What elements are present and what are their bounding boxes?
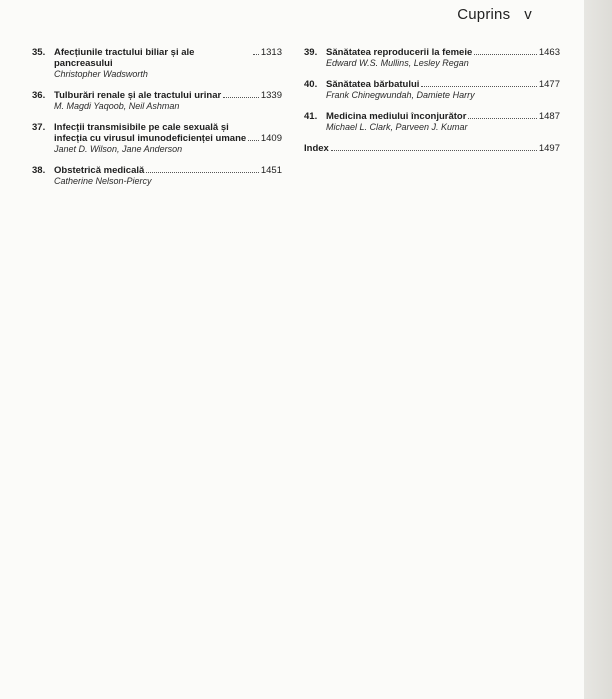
toc-left-column xyxy=(32,47,282,197)
toc-entry-35[interactable] xyxy=(32,47,282,80)
header-title: Cuprins xyxy=(457,6,511,23)
page-number: 1409 xyxy=(260,133,282,144)
chapter-authors: Frank Chinegwundah, Damiete Harry xyxy=(326,90,475,100)
chapter-authors: Michael L. Clark, Parveen J. Kumar xyxy=(326,122,468,132)
toc-entry-40[interactable] xyxy=(304,79,560,101)
page-number: 1487 xyxy=(538,111,560,122)
chapter-authors: Catherine Nelson-Piercy xyxy=(54,176,152,186)
chapter-title: Obstetrică medicală xyxy=(54,165,145,176)
page-number: 1313 xyxy=(260,47,282,58)
chapter-title: Sănătatea bărbatului xyxy=(326,79,420,90)
page-number: 1497 xyxy=(538,143,560,154)
chapter-number: 37. xyxy=(32,122,46,133)
dot-leader xyxy=(331,150,537,151)
chapter-title: Sănătatea reproducerii la femeie xyxy=(326,47,473,58)
chapter-authors: Christopher Wadsworth xyxy=(54,69,148,79)
chapter-number: 41. xyxy=(304,111,318,122)
chapter-title: Afecțiunile tractului biliar și ale pancreasului xyxy=(54,47,195,69)
toc-entry-36[interactable] xyxy=(32,90,282,112)
chapter-number: 40. xyxy=(304,79,318,90)
dot-leader xyxy=(474,54,537,55)
chapter-number: 35. xyxy=(32,47,46,58)
toc-entry-37[interactable] xyxy=(32,122,282,155)
page-edge xyxy=(584,0,612,699)
chapter-number: 36. xyxy=(32,90,46,101)
dot-leader xyxy=(146,172,259,173)
toc-entry-39[interactable] xyxy=(304,47,560,69)
dot-leader xyxy=(468,118,536,119)
toc-right-column xyxy=(304,47,560,164)
chapter-title: Tulburări renale și ale tractului urinar xyxy=(54,90,222,101)
toc-entry-index[interactable] xyxy=(304,143,560,154)
chapter-title-line-2: infecția cu virusul imunodeficienței umane xyxy=(54,133,247,144)
chapter-authors: M. Magdi Yaqoob, Neil Ashman xyxy=(54,101,180,111)
chapter-title-line-1: Infecții transmisibile pe cale sexuală și xyxy=(54,122,229,133)
chapter-authors: Edward W.S. Mullins, Lesley Regan xyxy=(326,58,469,68)
page-number: 1451 xyxy=(260,165,282,176)
dot-leader xyxy=(248,140,259,141)
running-header xyxy=(457,6,532,23)
chapter-number: 38. xyxy=(32,165,46,176)
header-page-number: v xyxy=(524,6,532,23)
page-number: 1339 xyxy=(260,90,282,101)
dot-leader xyxy=(223,97,259,98)
chapter-number: 39. xyxy=(304,47,318,58)
toc-entry-38[interactable] xyxy=(32,165,282,187)
dot-leader xyxy=(421,86,536,87)
chapter-title: Medicina mediului înconjurător xyxy=(326,111,467,122)
toc-entry-41[interactable] xyxy=(304,111,560,133)
dot-leader xyxy=(253,54,259,55)
index-title: Index xyxy=(304,143,329,154)
page-number: 1463 xyxy=(538,47,560,58)
chapter-authors: Janet D. Wilson, Jane Anderson xyxy=(54,144,183,154)
page-number: 1477 xyxy=(538,79,560,90)
